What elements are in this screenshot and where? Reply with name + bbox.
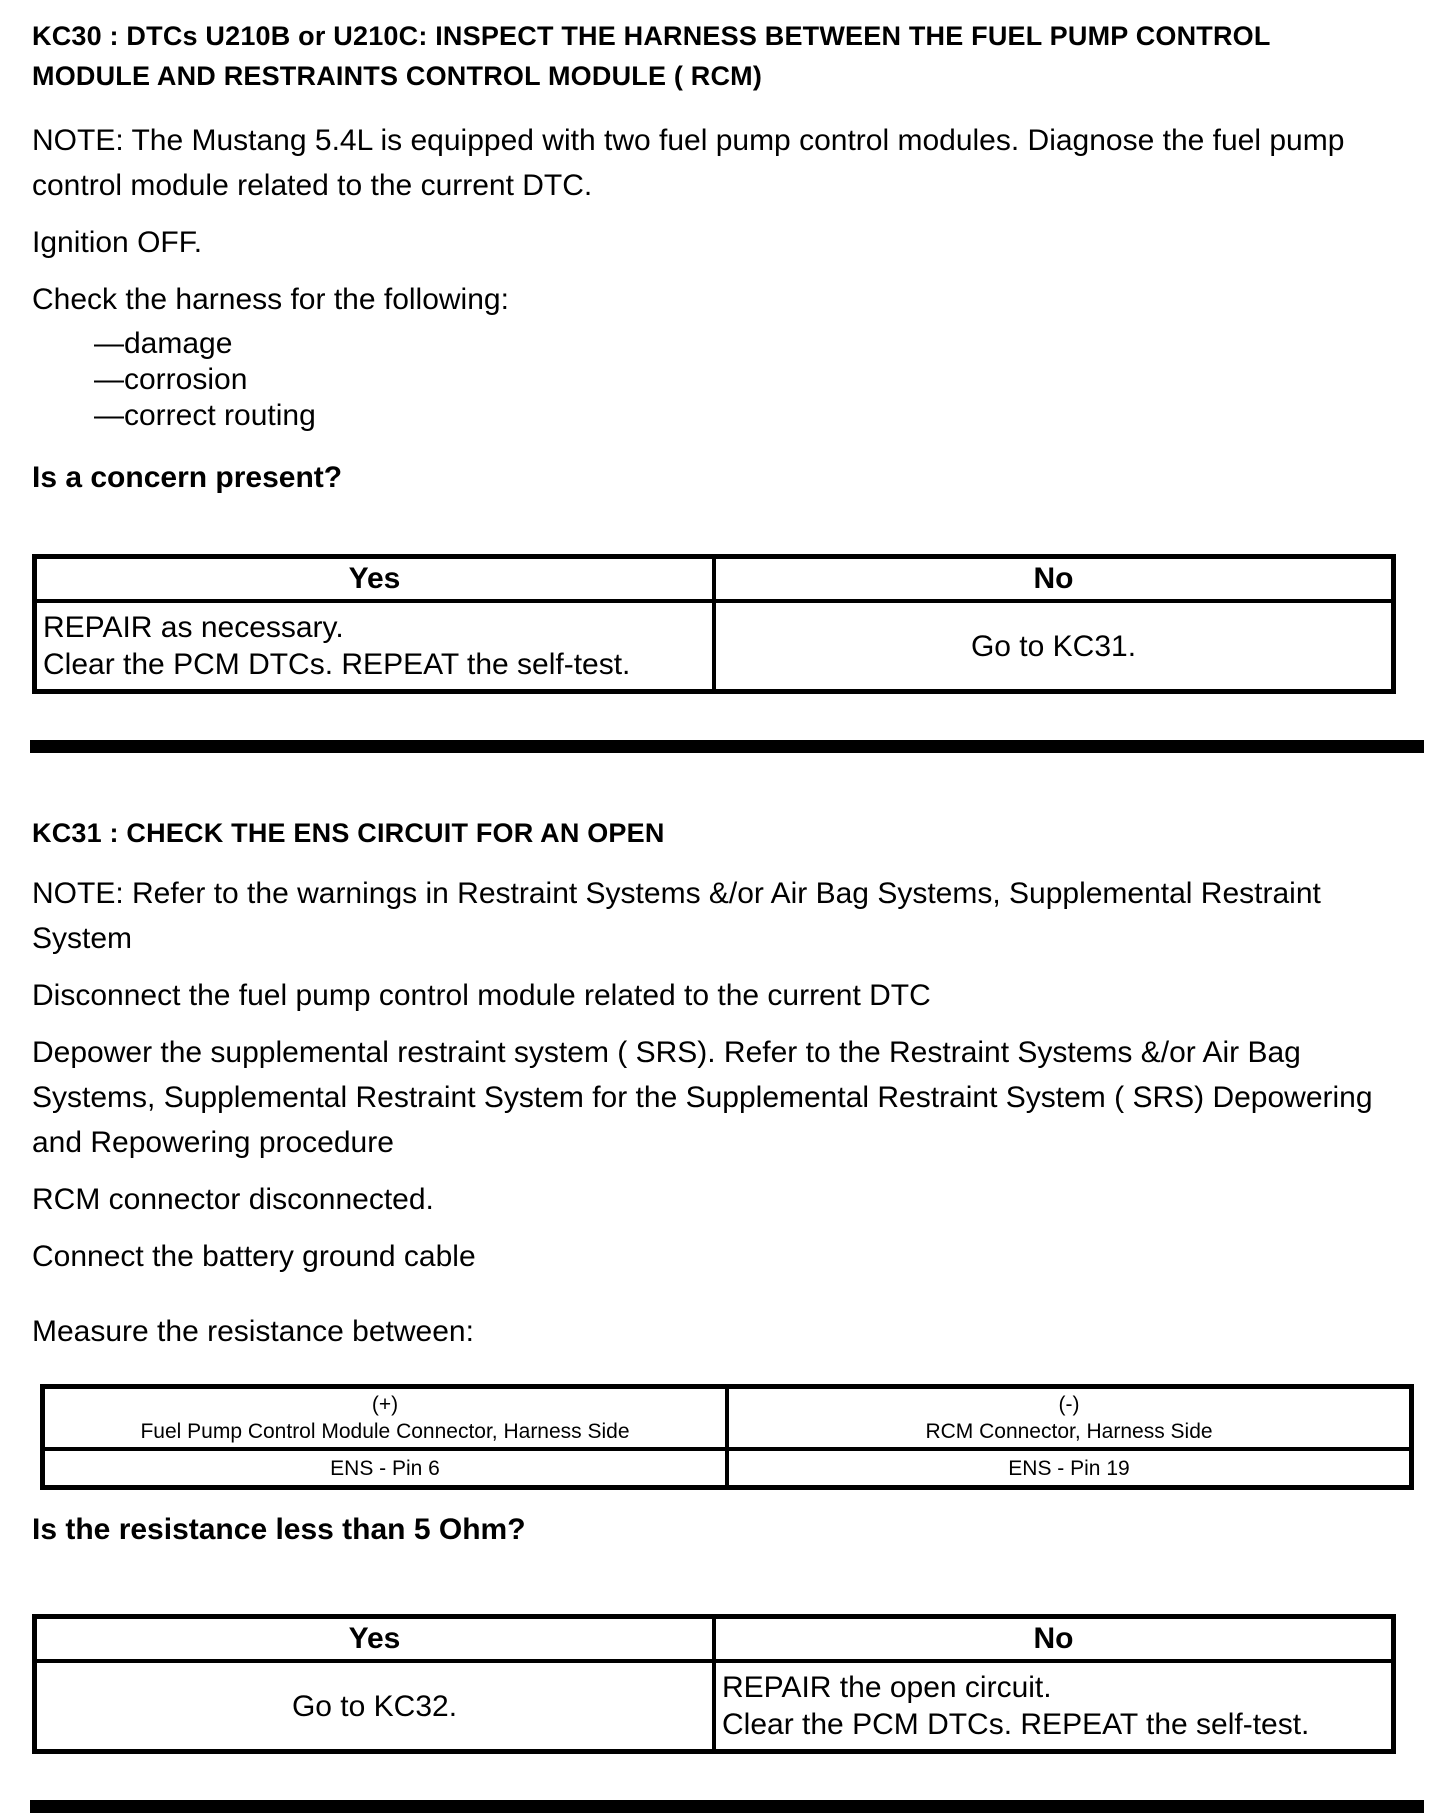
- checklist-item: —corrosion: [94, 363, 248, 396]
- action-line: REPAIR the open circuit.: [722, 1671, 1052, 1704]
- positive-pin-cell: ENS - Pin 6: [43, 1449, 728, 1488]
- no-header: No: [714, 1617, 1394, 1662]
- kc30-section-title: KC30 : DTCs U210B or U210C: INSPECT THE HARNESS BETWEEN THE FUEL PUMP CONTROL MODULE AND RESTRAINTS CONTROL MODULE ( RCM): [32, 21, 1271, 91]
- kc31-section-title: KC31 : CHECK THE ENS CIRCUIT FOR AN OPEN: [32, 818, 665, 848]
- no-action-cell: Go to KC31.: [714, 601, 1394, 692]
- kc30-step-check-harness: Check the harness for the following:: [32, 283, 509, 316]
- kc31-step-disconnect: Disconnect the fuel pump control module related to the current DTC: [32, 979, 931, 1012]
- positive-connector-label: Fuel Pump Control Module Connector, Harness Side: [140, 1420, 630, 1443]
- no-action-cell: [714, 1661, 1394, 1752]
- action-line: Clear the PCM DTCs. REPEAT the self-test.: [43, 648, 631, 681]
- kc31-step-battery-ground: Connect the battery ground cable: [32, 1240, 476, 1273]
- kc31-question: Is the resistance less than 5 Ohm?: [32, 1513, 526, 1546]
- kc31-section: [32, 813, 1426, 1754]
- negative-symbol: (-): [1058, 1393, 1080, 1416]
- action-line: Clear the PCM DTCs. REPEAT the self-test.: [722, 1708, 1310, 1741]
- kc30-decision-table: [32, 554, 1396, 694]
- kc31-note-paragraph: NOTE: Refer to the warnings in Restraint Systems &/or Air Bag Systems, Supplemental Restraint System: [32, 877, 1321, 955]
- negative-lead-header: [727, 1387, 1412, 1450]
- kc31-step-measure: Measure the resistance between:: [32, 1315, 474, 1348]
- positive-symbol: (+): [371, 1393, 399, 1416]
- measurement-header-row: [43, 1387, 1412, 1450]
- kc31-decision-table: [32, 1614, 1396, 1754]
- kc30-section: [32, 16, 1426, 694]
- kc30-step-ignition: Ignition OFF.: [32, 226, 203, 259]
- checklist-item: —damage: [94, 327, 233, 360]
- kc31-measurement-table: [40, 1384, 1414, 1490]
- yes-action-cell: [35, 601, 715, 692]
- yes-header: Yes: [35, 1617, 715, 1662]
- yes-action-cell: Go to KC32.: [35, 1661, 715, 1752]
- kc31-step-rcm-connector: RCM connector disconnected.: [32, 1183, 434, 1216]
- page-bottom-divider: [30, 1800, 1424, 1813]
- decision-header-row: [35, 557, 1394, 602]
- section-divider: [30, 740, 1424, 753]
- checklist-item: —correct routing: [94, 399, 316, 432]
- negative-connector-label: RCM Connector, Harness Side: [925, 1420, 1213, 1443]
- decision-action-row: [35, 1661, 1394, 1752]
- kc30-note-paragraph: NOTE: The Mustang 5.4L is equipped with two fuel pump control modules. Diagnose the fuel pump control module related to the current DTC.: [32, 124, 1345, 202]
- kc30-question: Is a concern present?: [32, 461, 343, 494]
- negative-pin-cell: ENS - Pin 19: [727, 1449, 1412, 1488]
- no-header: No: [714, 557, 1394, 602]
- positive-lead-header: [43, 1387, 728, 1450]
- measurement-pin-row: [43, 1449, 1412, 1488]
- decision-action-row: [35, 601, 1394, 692]
- kc30-checklist: [32, 326, 1426, 434]
- action-line: REPAIR as necessary.: [43, 611, 344, 644]
- decision-header-row: [35, 1617, 1394, 1662]
- yes-header: Yes: [35, 557, 715, 602]
- kc31-step-depower: Depower the supplemental restraint system ( SRS). Refer to the Restraint Systems &/or Air Bag Systems, Supplemental Restraint System for the Supplemental Restraint System ( SRS) Depowering and Repowering procedure: [32, 1036, 1373, 1159]
